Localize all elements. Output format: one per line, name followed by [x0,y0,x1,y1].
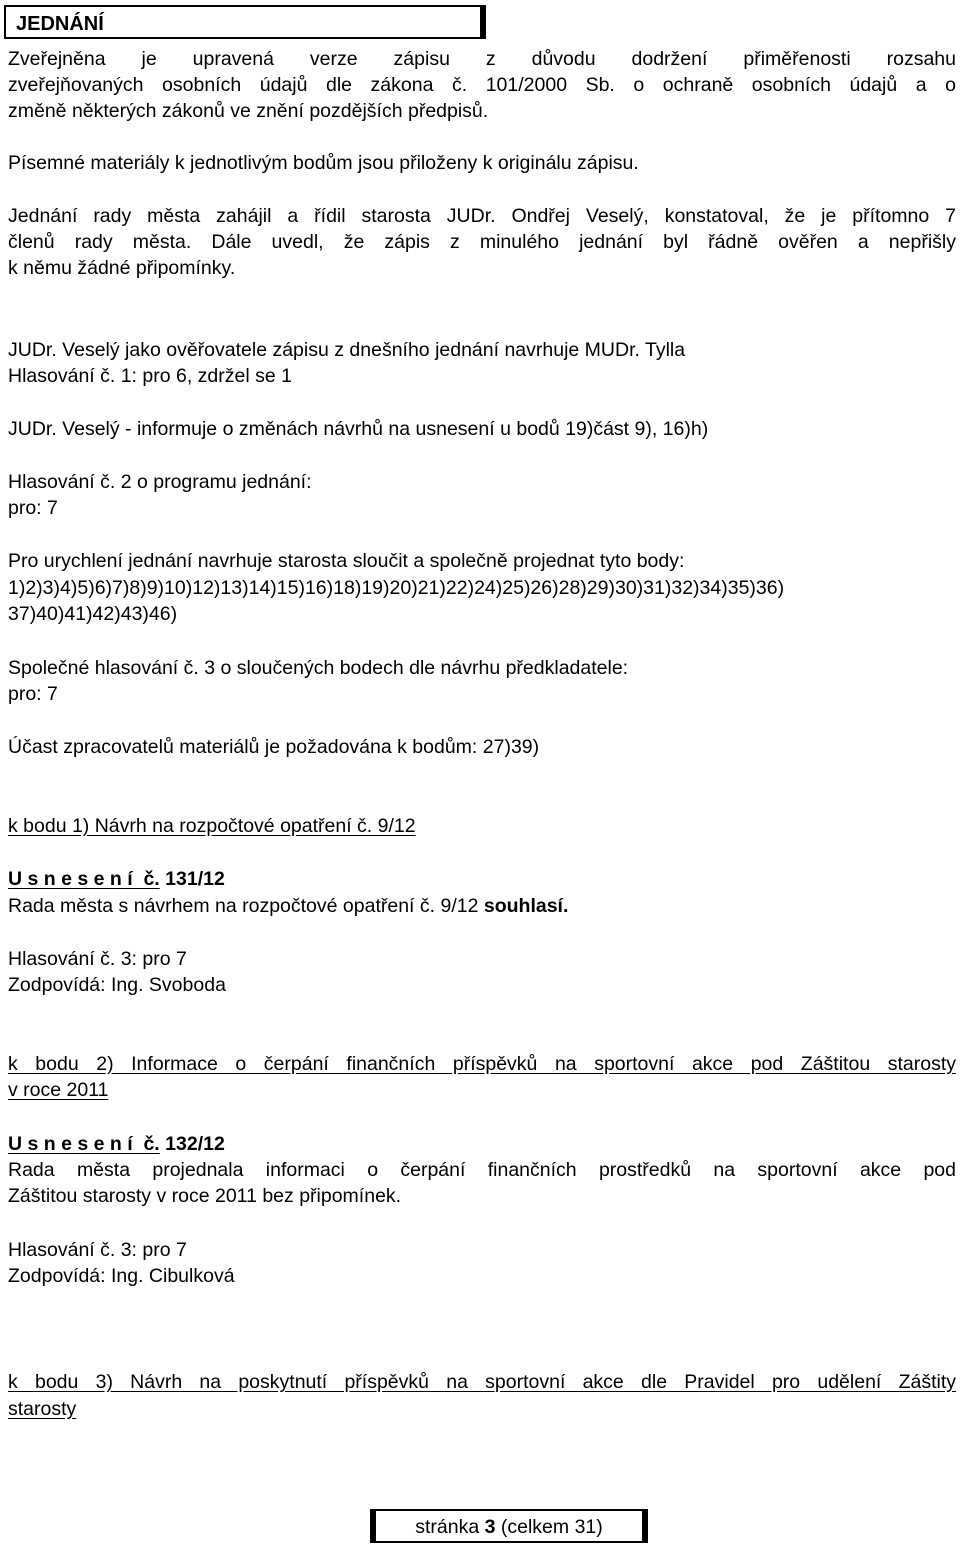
resolution-text: Rada města s návrhem na rozpočtové opatření č. 9/12 [8,895,479,917]
merged-items-line-2: 37)40)41)42)43)46) [8,603,178,625]
participation-note: Účast zpracovatelů materiálů je požadována k bodům: 27)39) [8,736,540,758]
item-2-responsible: Zodpovídá: Ing. Cibulková [8,1265,235,1287]
intro-line-2: zveřejňovaných osobních údajů dle zákona č. 101/2000 Sb. o ochraně osobních údajů a o [8,74,956,96]
changes-info: JUDr. Veselý - informuje o změnách návrhů na usnesení u bodů 19)část 9), 16)h) [8,418,709,440]
item-3-title-line-1 [8,1369,956,1395]
opening-line-1: Jednání rady města zahájil a řídil starosta JUDr. Ondřej Veselý, konstatoval, že je přítomno 7 [8,205,956,227]
resolution-verdict: souhlasí. [483,895,569,917]
item-2-title-text-1: k bodu 2) Informace o čerpání finančních příspěvků na sportovní akce pod Záštitou starosty [8,1053,956,1075]
section-heading: JEDNÁNÍ [16,13,104,35]
intro-line-3: změně některých zákonů ve znění pozdějších předpisů. [8,100,489,122]
section-heading-box [4,5,486,39]
vote-2-result: pro: 7 [8,497,58,519]
resolution-132 [8,1131,956,1157]
resolution-132-text-line-1: Rada města projednala informaci o čerpání finančních prostředků na sportovní akce pod [8,1159,956,1181]
resolution-number: 132/12 [165,1133,225,1155]
item-1-vote: Hlasování č. 3: pro 7 [8,948,187,970]
vote-3-result: pro: 7 [8,683,58,705]
intro-line-1: Zveřejněna je upravená verze zápisu z důvodu dodržení přiměřenosti rozsahu [8,48,956,70]
resolution-number: 131/12 [165,868,225,890]
resolution-131-text [8,893,956,919]
opening-line-2: členů rady města. Dále uvedl, že zápis z minulého jednání byl řádně ověřen a nepřišly [8,231,956,253]
merged-items-line-1: 1)2)3)4)5)6)7)8)9)10)12)13)14)15)16)18)19)20)21)22)24)25)26)28)29)30)31)32)34)35)36) [8,577,785,599]
resolution-label: U s n e s e n í č. [8,868,160,890]
resolution-131 [8,866,956,892]
page-footer [370,1509,648,1543]
item-2-title-line-1 [8,1051,956,1077]
vote-3-label: Společné hlasování č. 3 o sloučených bodech dle návrhu předkladatele: [8,657,629,679]
page-label: stránka [415,1516,480,1538]
current-page: 3 [484,1516,496,1538]
item-3-title-text-1: k bodu 3) Návrh na poskytnutí příspěvků na sportovní akce dle Pravidel pro udělení Záštity [8,1371,956,1393]
item-2-vote: Hlasování č. 3: pro 7 [8,1239,187,1261]
item-3-title-text-2: starosty [8,1398,77,1420]
vote-1: Hlasování č. 1: pro 6, zdržel se 1 [8,365,292,387]
item-2-title-text-2: v roce 2011 [8,1079,109,1101]
item-3-title-line-2 [8,1396,956,1422]
item-1-title-text: k bodu 1) Návrh na rozpočtové opatření č. 9/12 [8,815,416,837]
resolution-label: U s n e s e n í č. [8,1133,160,1155]
opening-line-3: k němu žádné připomínky. [8,257,236,279]
resolution-132-text-line-2: Záštitou starosty v roce 2011 bez připomínek. [8,1185,402,1207]
vote-2-label: Hlasování č. 2 o programu jednání: [8,471,312,493]
page-number [376,1515,642,1539]
item-1-title [8,813,956,839]
total-pages: (celkem 31) [500,1516,603,1538]
materials-note: Písemné materiály k jednotlivým bodům jsou přiloženy k originálu zápisu. [8,152,639,174]
item-2-title-line-2 [8,1077,956,1103]
item-1-responsible: Zodpovídá: Ing. Svoboda [8,974,226,996]
merge-proposal: Pro urychlení jednání navrhuje starosta sloučit a společně projednat tyto body: [8,550,685,572]
verifier-proposal: JUDr. Veselý jako ověřovatele zápisu z dnešního jednání navrhuje MUDr. Tylla [8,339,686,361]
